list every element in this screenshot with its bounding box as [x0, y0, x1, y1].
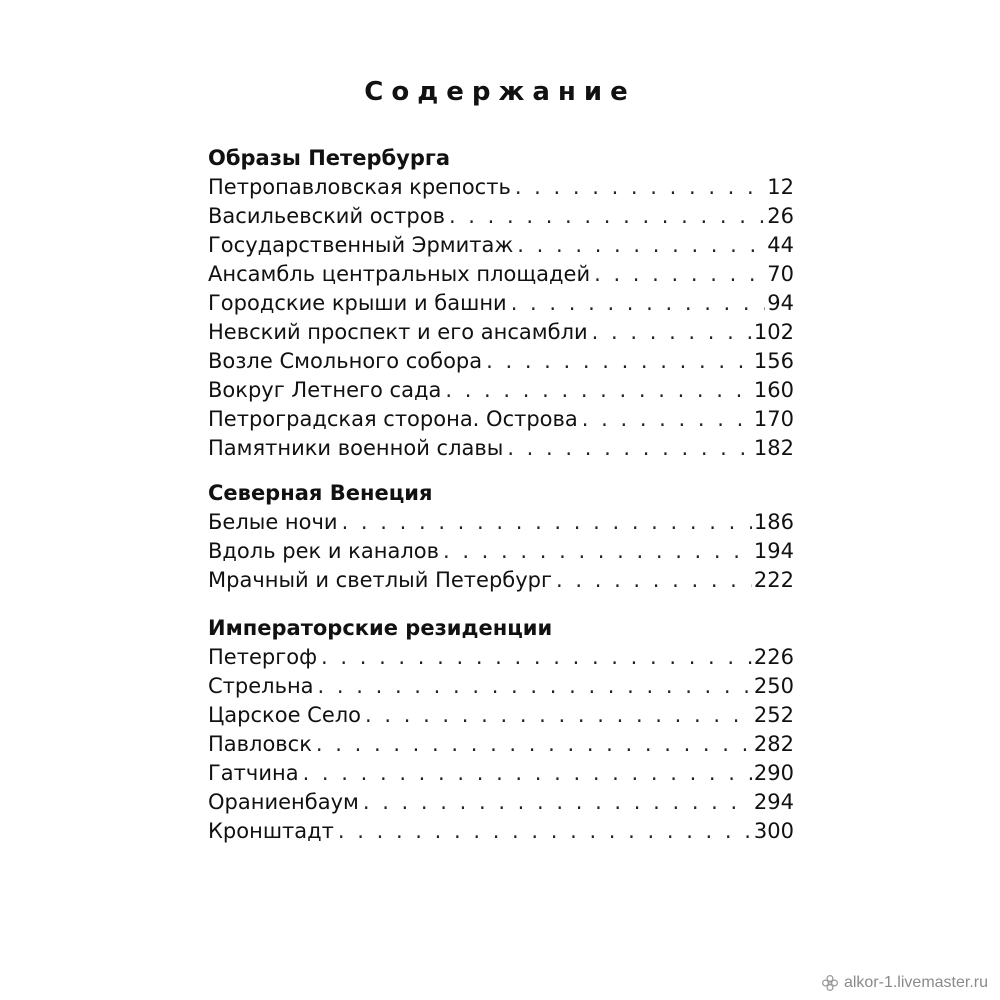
dot-leader: [321, 643, 752, 672]
toc-entry: [208, 376, 794, 405]
toc-entry: [208, 759, 794, 788]
entry-page-number: 156: [753, 349, 794, 373]
entry-title: Мрачный и светлый Петербург: [208, 568, 553, 592]
dot-leader: [365, 701, 752, 730]
toc-entry: [208, 405, 794, 434]
toc-entry: [208, 730, 794, 759]
watermark: [821, 974, 988, 992]
toc-entry: [208, 347, 794, 376]
entry-title: Васильевский остров: [208, 204, 445, 228]
dot-leader: [443, 537, 752, 566]
toc-entry: [208, 231, 794, 260]
dot-leader: [517, 231, 765, 260]
entry-title: Кронштадт: [208, 819, 334, 843]
toc-entry: [208, 318, 794, 347]
entry-page-number: 70: [767, 262, 794, 286]
watermark-text: alkor-1.livemaster.ru: [843, 974, 988, 991]
toc-entry: [208, 701, 794, 730]
toc-section-severnaya-venetsiya: [208, 479, 794, 595]
entry-page-number: 186: [753, 510, 794, 534]
toc-entry: [208, 260, 794, 289]
entry-title: Ораниенбаум: [208, 790, 359, 814]
entry-page-number: 194: [753, 539, 794, 563]
entry-title: Петроградская сторона. Острова: [208, 407, 578, 431]
dot-leader: [445, 376, 752, 405]
entry-page-number: 26: [767, 204, 794, 228]
dot-leader: [582, 405, 752, 434]
dot-leader: [338, 817, 752, 846]
flower-icon: [821, 974, 839, 992]
dot-leader: [507, 434, 752, 463]
entry-title: Петропавловская крепость: [208, 175, 511, 199]
entry-page-number: 94: [767, 291, 794, 315]
toc-entry: [208, 434, 794, 463]
entry-title: Стрельна: [208, 674, 314, 698]
entry-page-number: 226: [753, 645, 794, 669]
entry-page-number: 160: [753, 378, 794, 402]
section-heading: Северная Венеция: [208, 481, 433, 505]
entry-title: Возле Смольного собора: [208, 349, 483, 373]
dot-leader: [486, 347, 752, 376]
entry-title: Невский проспект и его ансамбли: [208, 320, 588, 344]
entry-page-number: 300: [753, 819, 794, 843]
entry-title: Памятники военной славы: [208, 436, 504, 460]
section-heading: Императорские резиденции: [208, 616, 553, 640]
dot-leader: [342, 508, 752, 537]
entry-title: Царское Село: [208, 703, 362, 727]
entry-page-number: 294: [753, 790, 794, 814]
entry-title: Государственный Эрмитаж: [208, 233, 514, 257]
entry-page-number: 222: [753, 568, 794, 592]
entry-title: Городские крыши и башни: [208, 291, 507, 315]
toc-section-obrazy: [208, 144, 794, 463]
entry-page-number: 290: [753, 761, 794, 785]
entry-title: Павловск: [208, 732, 312, 756]
entry-title: Гатчина: [208, 761, 299, 785]
entry-title: Вокруг Летнего сада: [208, 378, 442, 402]
section-heading: Образы Петербурга: [208, 146, 451, 170]
dot-leader: [592, 318, 752, 347]
toc-entry: [208, 508, 794, 537]
dot-leader: [303, 759, 752, 788]
dot-leader: [556, 566, 752, 595]
entry-page-number: 282: [753, 732, 794, 756]
toc-entry: [208, 788, 794, 817]
entry-title: Вдоль рек и каналов: [208, 539, 439, 563]
toc-entry: [208, 643, 794, 672]
toc-entry: [208, 817, 794, 846]
entry-page-number: 44: [767, 233, 794, 257]
toc-entry: [208, 289, 794, 318]
dot-leader: [594, 260, 765, 289]
entry-page-number: 170: [753, 407, 794, 431]
entry-page-number: 250: [753, 674, 794, 698]
entry-title: Ансамбль центральных площадей: [208, 262, 591, 286]
toc-entry: [208, 202, 794, 231]
entry-page-number: 102: [753, 320, 794, 344]
entry-title: Петергоф: [208, 645, 318, 669]
dot-leader: [511, 289, 766, 318]
dot-leader: [363, 788, 752, 817]
entry-page-number: 12: [767, 175, 794, 199]
entry-page-number: 252: [753, 703, 794, 727]
toc-entry: [208, 537, 794, 566]
entry-page-number: 182: [753, 436, 794, 460]
dot-leader: [316, 730, 752, 759]
toc-entry: [208, 566, 794, 595]
dot-leader: [449, 202, 765, 231]
toc-section-imperatorskie-rezidentsii: [208, 614, 794, 846]
toc-entry: [208, 173, 794, 202]
page-title: Содержание: [364, 77, 636, 107]
dot-leader: [318, 672, 752, 701]
entry-title: Белые ночи: [208, 510, 338, 534]
dot-leader: [515, 173, 765, 202]
toc-entry: [208, 672, 794, 701]
